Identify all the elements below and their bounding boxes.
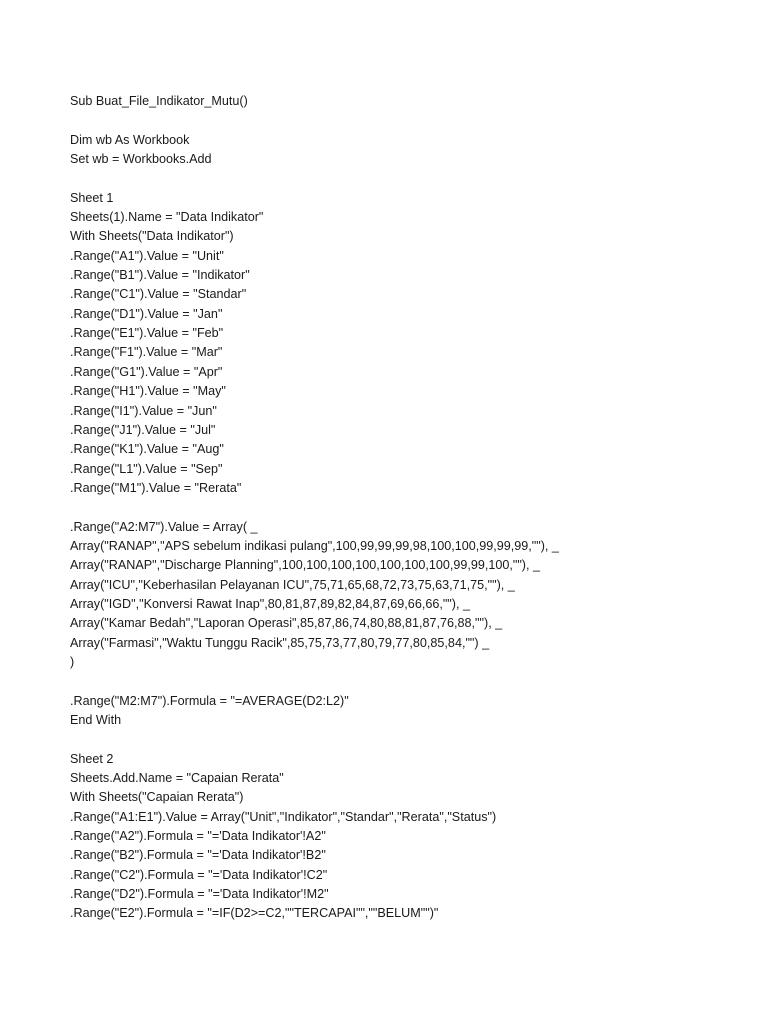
code-line: .Range("K1").Value = "Aug" (70, 442, 224, 457)
code-line: .Range("D1").Value = "Jan" (70, 306, 223, 321)
code-line: .Range("M1").Value = "Rerata" (70, 480, 242, 495)
blank-line (70, 169, 750, 188)
code-line: Sheet 1 (70, 190, 114, 205)
code-line: Sheets(1).Name = "Data Indikator" (70, 210, 264, 225)
code-line: .Range("L1").Value = "Sep" (70, 461, 223, 476)
code-line: .Range("A1:E1").Value = Array("Unit","Indikator","Standar","Rerata","Status") (70, 809, 497, 824)
blank-line (70, 498, 750, 517)
code-listing (70, 92, 750, 924)
code-line: Sub Buat_File_Indikator_Mutu() (70, 94, 248, 108)
code-line: .Range("G1").Value = "Apr" (70, 364, 223, 379)
code-line: .Range("A2").Formula = "='Data Indikator'!A2" (70, 829, 326, 844)
code-line: Array("Farmasi","Waktu Tunggu Racik",85,75,73,77,80,79,77,80,85,84,"") _ (70, 635, 490, 650)
code-line: .Range("M2:M7").Formula = "=AVERAGE(D2:L2)" (70, 693, 349, 708)
code-line: Set wb = Workbooks.Add (70, 152, 212, 167)
code-line: Array("ICU","Keberhasilan Pelayanan ICU",75,71,65,68,72,73,75,63,71,75,""), _ (70, 577, 515, 592)
code-line: Array("Kamar Bedah","Laporan Operasi",85,87,86,74,80,88,81,87,76,88,""), _ (70, 616, 503, 631)
code-line: .Range("F1").Value = "Mar" (70, 345, 223, 360)
code-line: With Sheets("Capaian Rerata") (70, 790, 244, 805)
code-line: Array("RANAP","Discharge Planning",100,100,100,100,100,100,100,99,99,100,""), _ (70, 558, 541, 573)
code-line: End With (70, 713, 122, 727)
code-line: Sheet 2 (70, 751, 114, 766)
code-line: .Range("J1").Value = "Jul" (70, 422, 216, 437)
code-line: .Range("C2").Formula = "='Data Indikator'!C2" (70, 867, 328, 882)
code-line: .Range("B2").Formula = "='Data Indikator'!B2" (70, 848, 326, 863)
code-line: .Range("E2").Formula = "=IF(D2>=C2,""TERCAPAI"",""BELUM"")" (70, 906, 439, 921)
code-line: Sheets.Add.Name = "Capaian Rerata" (70, 771, 284, 786)
blank-line (70, 111, 750, 130)
code-line: Dim wb As Workbook (70, 132, 190, 147)
code-line: .Range("B1").Value = "Indikator" (70, 268, 250, 283)
code-line: .Range("I1").Value = "Jun" (70, 403, 217, 418)
code-line: .Range("C1").Value = "Standar" (70, 287, 247, 302)
code-line: Array("IGD","Konversi Rawat Inap",80,81,87,89,82,84,87,69,66,66,""), _ (70, 596, 470, 611)
code-line: ) (70, 654, 75, 669)
code-line: .Range("D2").Formula = "='Data Indikator'!M2" (70, 887, 329, 902)
blank-line (70, 672, 750, 691)
code-line: .Range("H1").Value = "May" (70, 384, 226, 399)
code-line: .Range("A2:M7").Value = Array( _ (70, 519, 258, 534)
code-line: With Sheets("Data Indikator") (70, 229, 234, 244)
code-line: .Range("E1").Value = "Feb" (70, 326, 224, 341)
code-line: .Range("A1").Value = "Unit" (70, 248, 224, 263)
blank-line (70, 730, 750, 749)
code-line: Array("RANAP","APS sebelum indikasi pulang",100,99,99,99,98,100,100,99,99,99,""), _ (70, 538, 559, 553)
